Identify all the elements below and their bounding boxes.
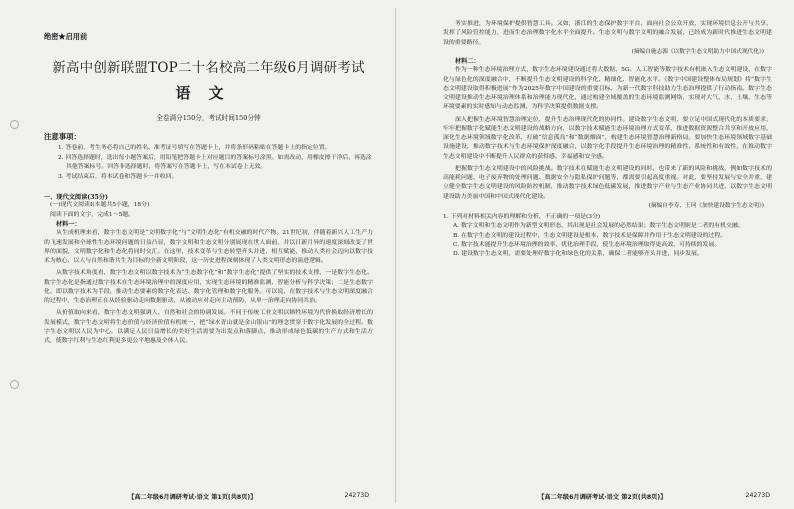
answer-option: C. 数字技术能提升生态环境治理的效率、优化治理手段，使生态环境治理取得更高效、可持续的发展。 <box>453 242 721 249</box>
body-paragraph: 从生成机理来看，数字生态文明是“文明数字化”与“文明生态化”有机交融的时代产物。21世纪初，伴随着新兴人工生产力的飞速发展和全球性生态环境问题的日益凸显，数字文明和生态文明分别展现在世人面前，并以日新月异的速度深刻改变了世界的面貌，文明数字化和生态化将同时交汇。在这里，技术变革与生态转型齐头并进，相互赋能，推动人类社会迈向以数字技术为核心、以人与自然和谐共生为目标的全新文明阶段，这一历史进程深刻体现了人类文明形态的演进逻辑。 <box>44 230 373 265</box>
footer-page-label: 【高二年级6月调研考试·语文 第2页(共8页)】 <box>538 494 667 501</box>
body-paragraph: 从数字技术角度看，数字生态文明以数字技术为“生态数字化”和“数字生态化”提供了坚实的技术支撑，一是数字生态化。数字生态化是指通过数字技术在生态环境治理中的深度应用，实现生态环境的精准监测、智能分析与科学决策；二是生态数字化，即以数字技术为手段，推动生态要素的数字化表达、数字化管理和数字化服务。可以说，在数字技术与生态文明深度融合的过程中，生态治理正在从经验驱动走向数据驱动，从被动应对走向主动预防，从单一治理走向协同共治。 <box>44 270 373 305</box>
question-stem: 1. 下列对材料相关内容的理解和分析，不正确的一项是(3分) <box>443 213 601 220</box>
body-paragraph: 深入把握生态环境智慧治理定位，提升生态治理现代化的协同性。建设数字生态文明，要立足中国式现代化的本质要求，牢牢把握数字化赋能生态文明建设的战略方向，以数字技术赋能生态环境治理方式变革，推进数据资源整合共享和开放应用，深化生态环境领域数字化改革，打破“信息孤岛”和“数据烟囱”，构建生态环境智慧治理新格局。要加快生态环境领域数字基础设施建设，推动数字技术与生态环境保护深度融合，以数字化手段提升生态环境治理的精准性、系统性和有效性，在推动数字生态文明建设中不断提升人民群众的获得感、幸福感和安全感。 <box>443 116 772 160</box>
note-item: 2. 回答选择题时，选出每小题答案后，用铅笔把答题卡上对应题目的答案标号涂黑。如需改动，用橡皮擦干净后，再选涂其他答案标号。回答非选择题时，将答案写在答题卡上，写在本试卷上无效。 <box>58 154 372 171</box>
page-1 <box>0 0 395 509</box>
body-paragraph: 把握数字生态文明建设中的风险挑战。数字技术在赋能生态文明建设的同时，也带来了新的风险和挑战，例如数字技术的高能耗问题、电子废弃物的处理问题、数据安全与隐私保护问题等，都需要引起高度重视。对此，要坚持发展与安全并重，建立健全数字生态文明建设的风险防控机制，推动数字技术绿色低碳发展，推进数字产业与生态产业协同共进，以数字生态文明建设助力美丽中国和中国式现代化建设。 <box>443 165 772 200</box>
note-item: 3. 考试结束后，将本试卷和答题卡一并收回。 <box>58 173 178 180</box>
source-citation: (摘编自施志源《以数字生态文明助力中国式现代化》) <box>631 48 764 55</box>
secret-label: 绝密★启用前 <box>44 32 88 41</box>
section-heading: 一、现代文阅读(35分) <box>44 194 108 202</box>
body-paragraph: 从价值取向来看，数字生态文明强调人、自然和社会的协调发展。不同于传统工业文明以牺牲环境为代价换取经济增长的发展模式，数字生态文明将生态价值与经济价值有机统一，把“绿水青山就是金山银山”的理念贯穿于数字化发展的全过程。数字生态文明以人民为中心，以满足人民日益增长的美好生活需要为出发点和落脚点，推动形成绿色低碳的生产方式和生活方式，使数字红利与生态红利更多更公平地惠及全体人民。 <box>44 310 373 345</box>
page-divider <box>395 8 396 503</box>
answer-option: A. 数字文明和生态文明作为新型文明形态，其出现是社会发展的必然结果；数字生态文明则是二者的有机交融。 <box>453 223 744 230</box>
score-info: 全卷满分150分，考试时间150分钟 <box>156 114 261 122</box>
answer-option: B. 在数字生态文明的建设过程中，生态文明建设是根本，数字技术是保障并作用于生态文明建设的过程。 <box>453 232 727 239</box>
reading-instruction: 阅读下面的文字，完成1～5题。 <box>50 211 135 218</box>
page-2 <box>397 0 794 509</box>
footer-page-label: 【高二年级6月调研考试·语文 第1页(共8页)】 <box>128 494 257 501</box>
body-paragraph: 务实推进，为环境保护提供智慧工具。又如，浙江的生态保护数字平台，面向社会公众开放，实现环境信息公开与共享，发挥了风险管控能力，进而生态治理数字化水平全面提升。生态文明与数字文明的融合发展，已经成为新时代推进生态文明建设的重要路径。 <box>443 21 772 46</box>
exam-title: 新高中创新联盟TOP二十名校高二年级6月调研考试 <box>52 60 365 76</box>
page-footer <box>0 492 395 501</box>
material-label: 材料一： <box>56 220 81 228</box>
notes-heading: 注意事项： <box>44 132 81 141</box>
answer-option: D. 建设数字生态文明，需要处理好数字化和绿色化的关系，确保二者能够齐头并进，同步发展。 <box>453 251 703 258</box>
note-item: 1. 答卷前，考生务必将自己的姓名、准考证号填写在答题卡上，并将条形码粘贴在答题卡上的指定位置。 <box>58 145 331 151</box>
sub-heading: (一)现代文阅读Ⅰ(本题共5小题，18分) <box>50 202 150 209</box>
body-paragraph: 作为一种生态环境治理方式，数字生态环境建设通过将大数据、5G、人工智能等数字技术有机嵌入生态文明建设，在数字化与绿色化的深度融合中，不断提升生态文明建设的科学化、精细化、智能化水平。《数字中国建设整体布局规划》将“数字生态文明建设取得积极进展”作为2025年数字中国建设的重要目标，为新一代数字科技助力生态治理提供了行动指南。数字生态文明建设推动生态环境治理体系和治理能力现代化，通过构建全域覆盖的生态环境监测网络，实现对大气、水、土壤、生态等环境要素的实时感知与动态监测，为科学决策提供数据支撑。 <box>443 67 772 111</box>
source-citation: (摘编自李寿、王珂《加快建设数字生态文明》) <box>648 202 764 209</box>
page-footer <box>397 492 794 501</box>
footer-code: 24273D <box>745 492 770 499</box>
material-label: 材料二： <box>455 57 480 65</box>
subject-title: 语文 <box>175 84 242 102</box>
footer-code: 24273D <box>344 492 369 499</box>
